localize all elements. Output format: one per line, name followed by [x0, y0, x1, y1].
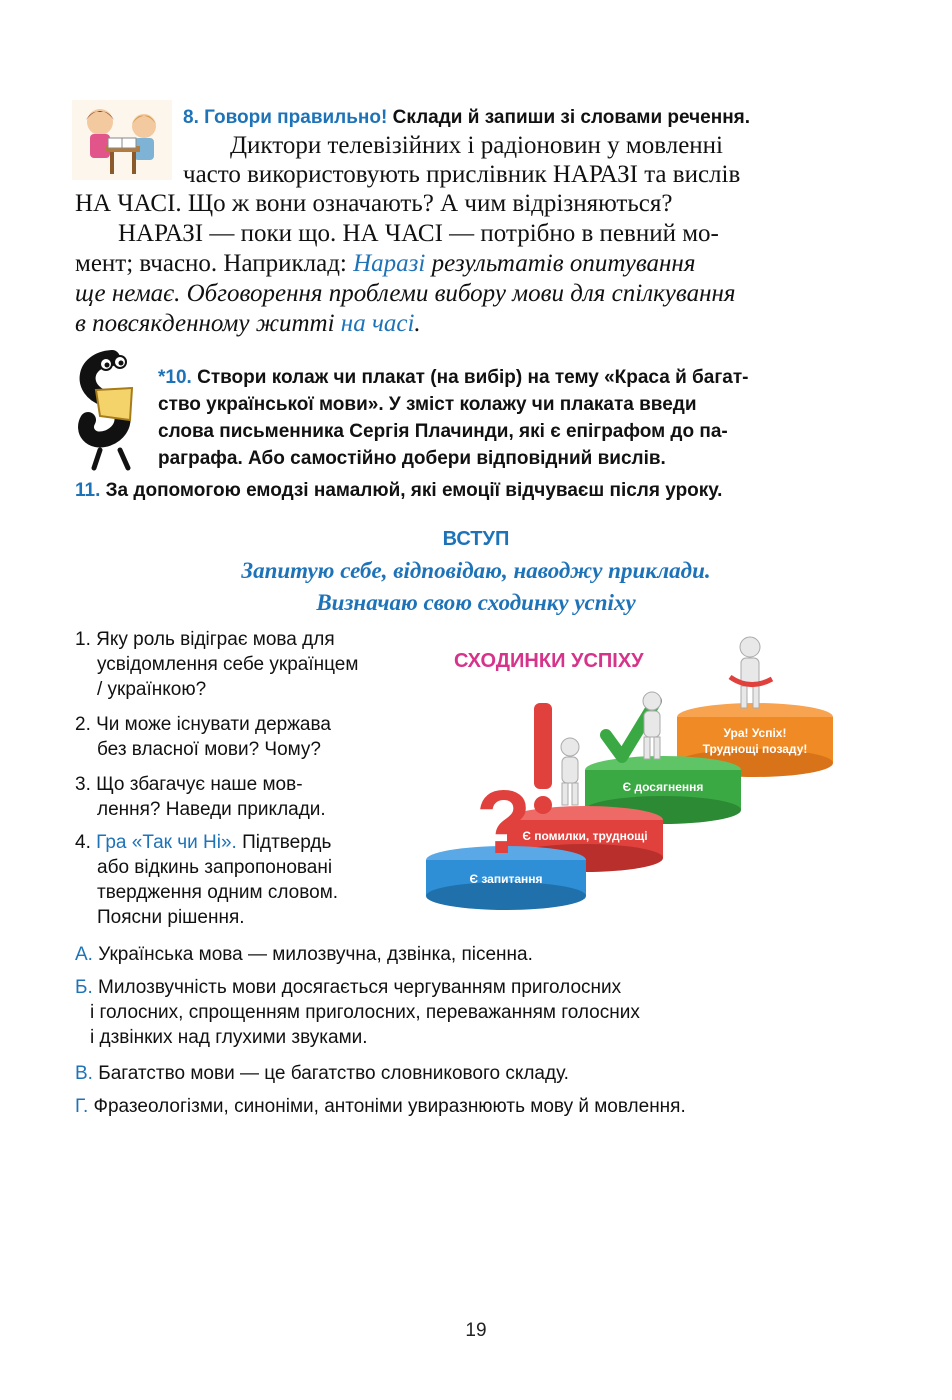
statement-a: А. Українська мова — милозвучна, дзвінка, пісенна.: [75, 944, 533, 965]
question-3: 3. Що збагачує наше мов- лення? Наведи приклади.: [75, 774, 326, 820]
task10-line1: *10. Створи колаж чи плакат (на вибір) на тему «Краса й багат-: [158, 367, 749, 388]
task10-line4: раграфа. Або самостійно добери відповідний вислів.: [158, 448, 666, 469]
stairs-title: СХОДИНКИ УСПІХУ: [454, 650, 644, 672]
success-stairs-illustration: [420, 625, 840, 915]
kids-reading-icon: [72, 100, 172, 180]
step-questions: Є запитання: [469, 872, 543, 886]
task8-line6: ще немає. Обговорення проблеми вибору мови для спілкування: [75, 280, 736, 307]
task8-line7: в повсякденному житті на часі.: [75, 310, 421, 337]
task11: 11. За допомогою емодзі намалюй, які емоції відчуваєш після уроку.: [75, 480, 723, 501]
question-4: 4. Гра «Так чи Ні». Підтвердь або відкинь запропоновані твердження одним словом. Поясни рішення.: [75, 832, 339, 928]
statement-v: В. Багатство мови — це багатство словникового складу.: [75, 1063, 569, 1084]
task10-line3: слова письменника Сергія Плачинди, які є епіграфом до па-: [158, 421, 728, 442]
example-word-narazi: Наразі: [353, 250, 426, 277]
task8-number: 8.: [183, 107, 199, 128]
snake-mascot-icon: [72, 350, 152, 472]
statement-b: Б. Милозвучність мови досягається чергуванням приголосних і голосних, спрощенням приголосних, переважанням голосних і дзвінких над глухими звуками.: [75, 977, 640, 1048]
step-success: Ура! Успіх!: [723, 726, 787, 740]
question-1: 1. Яку роль відіграє мова для усвідомлення себе українцем / українкою?: [75, 629, 359, 700]
intro-subtitle-1: Запитую себе, відповідаю, наводжу приклади.: [241, 558, 711, 583]
intro-subtitle-2: Визначаю свою сходинку успіху: [316, 590, 636, 615]
task8-line5: мент; вчасно. Наприклад: Наразі результатів опитування: [75, 250, 696, 277]
task11-number: 11.: [75, 480, 101, 501]
intro-heading: ВСТУП: [442, 528, 510, 550]
statement-g: Г. Фразеологізми, синоніми, антоніми увиразнюють мову й мовлення.: [75, 1096, 686, 1117]
task10-number: *10.: [158, 367, 192, 388]
question-2: 2. Чи може існувати держава без власної мови? Чому?: [75, 714, 331, 760]
task8-line3: НА ЧАСІ. Що ж вони означають? А чим відрізняються?: [75, 190, 673, 217]
exclamation-icon: [534, 703, 552, 789]
task8-line4: НАРАЗІ — поки що. НА ЧАСІ — потрібно в певний мо-: [118, 220, 719, 247]
page-number: 19: [465, 1320, 487, 1341]
step-difficulties-behind: Труднощі позаду!: [702, 742, 808, 756]
task8-line2: часто використовують прислівник НАРАЗІ та вислів: [183, 161, 741, 188]
task8-header: [183, 104, 863, 131]
step-mistakes: Є помилки, труднощі: [522, 829, 648, 843]
task8-title: Говори правильно!: [204, 107, 388, 128]
task10-line2: ство української мови». У зміст колажу чи плаката введи: [158, 394, 697, 415]
game-title: Гра «Так чи Ні».: [96, 832, 237, 853]
task8-instruction: Склади й запиши зі словами речення.: [392, 107, 751, 128]
example-word-na-chasi: на часі: [340, 310, 415, 337]
task8-line1: Диктори телевізійних і радіоновин у мовленні: [230, 132, 723, 159]
question-mark-icon: ?: [476, 773, 531, 873]
step-achievements: Є досягнення: [622, 780, 704, 794]
